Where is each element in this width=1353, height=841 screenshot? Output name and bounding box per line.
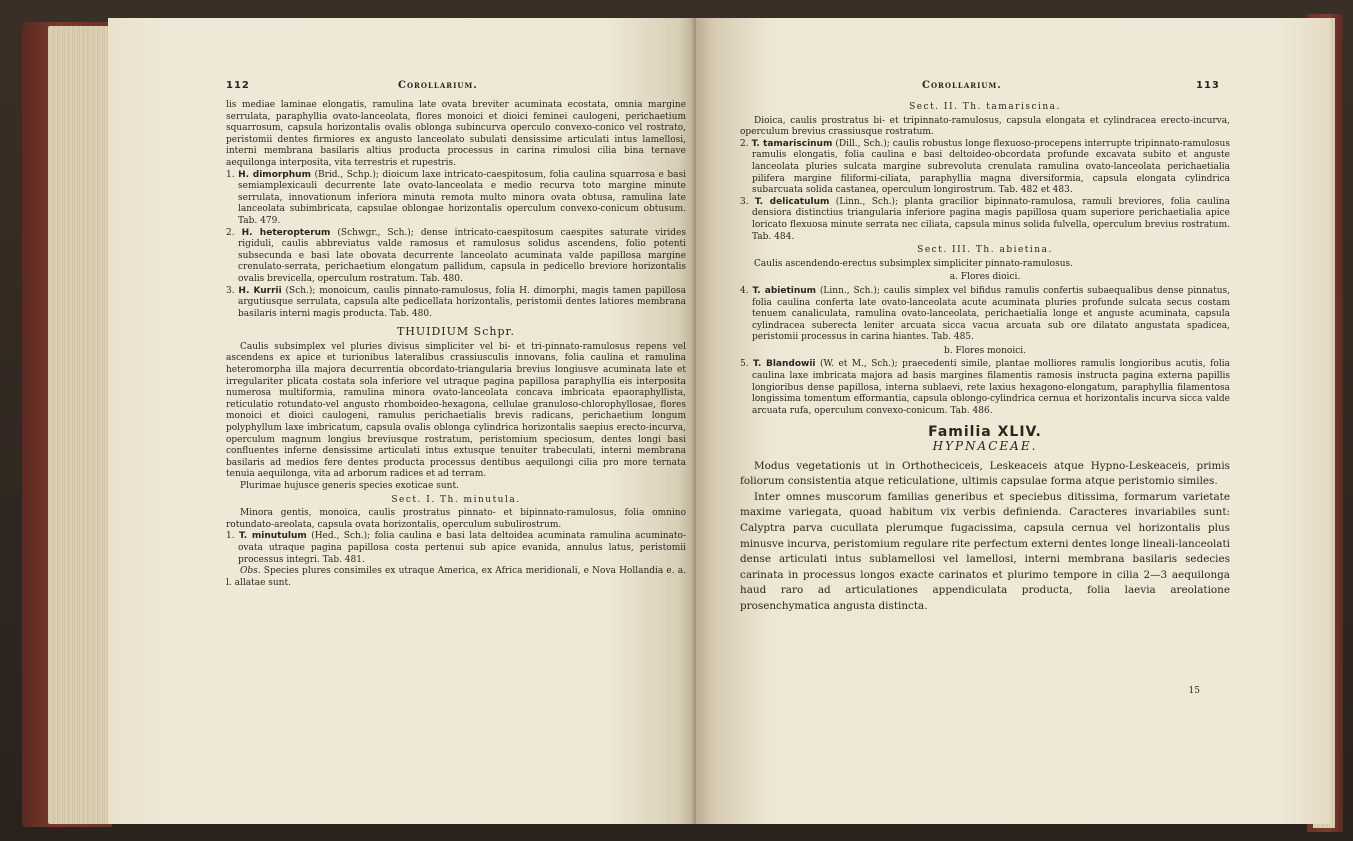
- species-entry: 2. T. tamariscinum (Dill., Sch.); caulis robustus longe flexuoso-procepens interrupte tripinnato-ramulosus ramulis elongatis, folia caulina e basi deltoideo-obcordata profunde excavata subito et anguste lanceolata pluries sulcata margine subrevoluta crenulata ramulina ovato-lanceolata perichaetialia pilifera margine filiformi-ciliata, paraphyllia magna diversiformia, capsula elongata cylindrica subarcuata solida castanea, operculum longirostrum. Tab. 482 et 483.: [740, 138, 1230, 196]
- family-paragraph: Modus vegetationis ut in Orthotheciceis, Leskeaceis atque Hypno-Leskeaceis, primis foliorum consistentia atque reticulatione, ultimis capsulae forma atque peristomio similes.: [740, 459, 1230, 488]
- section-title: Sect. II. Th. tamariscina.: [909, 102, 1061, 112]
- right-text-column: [740, 100, 1230, 615]
- genus-title: THUIDIUM Schpr.: [396, 325, 516, 339]
- species-name: T. minutulum: [239, 531, 307, 542]
- species-entry: 1. H. dimorphum (Brid., Schp.); dioicum laxe intricato-caespitosum, folia caulina squarrosa e basi semiamplexicauli decurrente late ovato-lanceolata e medio recurva toto margine minute serrulata, innovationum inferiora minuta remota multo minora ovata obtusa, ramulina late lanceolata subimbricata, capsulae oblongae horizontalis operculum convexo-conicum obtusum. Tab. 479.: [226, 169, 686, 226]
- species-name: H. heteropterum: [241, 227, 331, 238]
- family-paragraph: Inter omnes muscorum familias generibus et speciebus ditissima, formarum varietate maxime variegata, quoad habitum vix verbis definienda. Caracteres invariabiles sunt: Calyptra parva cucullata plerumque fugacissima, capsula cernua vel horizontalis plus minusve incurva, peristomium regulare rite perfectum externi dentes longe lineali-lanceolati dense articulati intus sublamellosi vel lamellosi, interni membrana basilaris sedecies carinata in processus longos exacte carinatos et plurimo tempore in cilia 2—3 aequilonga haud raro ad articulationes appendiculata producta, folia laevia areolatione prosenchymatica angusta distincta.: [740, 490, 1230, 612]
- section-description: Caulis ascendendo-erectus subsimplex simpliciter pinnato-ramulosus.: [754, 258, 1073, 269]
- left-running-head: Corollarium.: [398, 80, 478, 91]
- species-name: T. delicatulum: [754, 196, 830, 207]
- family-title: Familia XLIV.: [928, 424, 1042, 441]
- species-name: T. tamariscinum: [751, 138, 833, 149]
- species-entry: 3. T. delicatulum (Linn., Sch.); planta gracilior bipinnato-ramulosa, ramuli breviores, folia caulina densiora distinctius triangularia inferiore pagina magis papillosa quam superiore perichaetialia apice loricato flexuosa minute serrata nec ciliata, capsula minus solida fulvella, operculum brevius rostratum. Tab. 484.: [740, 196, 1230, 242]
- genus-note: Plurimae hujusce generis species exoticae sunt.: [240, 481, 459, 491]
- section-title: Sect. III. Th. abietina.: [917, 245, 1053, 256]
- species-entry: 1. T. minutulum (Hed., Sch.); folia caulina e basi lata deltoidea acuminata ramulina acuminato-ovata utraque pagina papillosa costa pertenui sub apice evanida, annulus latus, peristomii processus integri. Tab. 481.: [226, 531, 686, 565]
- left-text-column: [226, 100, 686, 589]
- family-subtitle: HYPNACEAE.: [932, 439, 1038, 454]
- left-page-number: 112: [226, 80, 250, 91]
- species-name: T. Blandowii: [753, 359, 816, 370]
- species-name: H. Kurrii: [238, 285, 282, 296]
- section-title: Sect. I. Th. minutula.: [391, 494, 521, 505]
- species-entry: 4. T. abietinum (Linn., Sch.); caulis simplex vel bifidus ramulis confertis subaequalibus dense pinnatus, folia caulina conferta late ovato-lanceolata acute acuminata pluries profunde sulcata secus costam tenuem canaliculata, ramulina ovato-lanceolata, perichaetialia longe et anguste acuminata, capsula cylindracea suberecta leniter arcuata sicca vacua arcuata sub ore dilatato angustata spadicea, peristomii processus in carina hiantes. Tab. 485.: [740, 285, 1231, 343]
- right-running-head: Corollarium.: [922, 80, 1002, 91]
- right-page: [696, 18, 1330, 824]
- section-description: Minora gentis, monoica, caulis prostratus pinnato- et bipinnato-ramulosus, folia omnino rotundato-areolata, capsula ovata horizontalis, operculum subulirostrum.: [226, 508, 686, 530]
- section-description: Dioica, caulis prostratus bi- et tripinnato-ramulosus, capsula elongata et cylindracea erecto-incurva, operculum brevius crassiusque rostratum.: [740, 115, 1230, 138]
- subsection-title: a. Flores dioici.: [949, 272, 1021, 283]
- signature-mark: 15: [1188, 686, 1200, 696]
- species-entry: 5. T. Blandowii (W. et M., Sch.); praecedenti simile, plantae molliores ramulis longioribus acutis, folia caulina laxe imbricata majora ad basis margines filamentis ramosis instructa pagina externa papillis longioribus dense papillosa, interna sublaevi, rete laxius hexagono-elongatum, paraphyllia filamentosa longissima tomentum efformantia, capsula oblongo-cylindrica cernua et horizontalis incurva sicca valde arcuata rufa, operculum convexo-conicum. Tab. 486.: [740, 359, 1230, 416]
- right-page-number: 113: [1196, 80, 1220, 91]
- species-name: T. abietinum: [752, 285, 817, 296]
- species-entry: 2. H. heteropterum (Schwgr., Sch.); dense intricato-caespitosum caespites saturate virides rigiduli, caulis abbreviatus valde ramosus et ramulosus solidus ascendens, folio potenti subsecunda e basi late obovata decurrente lanceolato acuminata valde papillosa margine crenulato-serrata, perichaetium elongatum pallidum, capsula in pedicello breviore horizontalis ovalis brevicella, operculum rostratum. Tab. 480.: [226, 227, 686, 284]
- family-description: [740, 459, 1230, 615]
- subsection-title: b. Flores monoici.: [944, 345, 1026, 356]
- species-name: H. dimorphum: [238, 169, 311, 180]
- left-page: [108, 18, 696, 824]
- observation-note: Obs. Species plures consimiles ex utraque America, ex Africa meridionali, e Nova Hollandia e. a. l. allatae sunt.: [226, 566, 686, 588]
- genus-description: Caulis subsimplex vel pluries divisus simpliciter vel bi- et tri-pinnato-ramulosus repens vel ascendens ex apice et turionibus lateralibus crassiusculis innovans, folia caulina et ramulina heteromorpha illa majora decurrentia obcordato-triangularia brevius longiusve acuminata late et irregulariter plicata costata sola inferiore vel utraque pagina papillosa paraphyllia eis interposita numerosa multiformia, ramulina minora ovato-lanceolata concava imbricata epaoraphyllista, reticulatio rotundato-vel angusto rhomboideo-hexagona, cellulae granuloso-chlorophyllosae, flores monoici et dioici caulogeni, ramulus perichaetialis brevis radicans, perichaetium longum polyphyllum laxe imbricatum, capsula ovalis oblonga cylindrica horizontalis saepius erecto-incurva, operculum magnum longius breviusque rostratum, peristomium speciosum, dentes longi basi confluentes inferne densissime articulati intus extusque tenuiter trabeculati, interni membrana basilaris ad medios fere dentes producta processus dentibus aequilongi cilia pro more ternata tenuia aequilonga, vita ad arborum radices et ad terram.: [226, 341, 686, 480]
- continuation-paragraph: lis mediae laminae elongatis, ramulina late ovata breviter acuminata ecostata, omnia margine serrulata, paraphyllia ovato-lanceolata, flores monoici et dioici feminei caulogeni, perichaetium squarrosum, capsula horizontalis ovalis oblonga subincurva operculo convexo-conico vel rostrato, peristomii dentes firmiores ex angusto lanceolato subulati densissime articulati intus lamellosi, interni membrana basilaris altius producta processus in carina rimulosi cilia bina ternave aequilonga interposita, vita terrestris et rupestris.: [226, 100, 686, 168]
- left-page-edges: [48, 26, 110, 824]
- species-entry: 3. H. Kurrii (Sch.); monoicum, caulis pinnato-ramulosus, folia H. dimorphi, magis tamen papillosa argutiusque serrulata, capsula alte pedicellata horizontalis, peristomii dentes latiores membrana basilaris interni magis producta. Tab. 480.: [226, 285, 686, 319]
